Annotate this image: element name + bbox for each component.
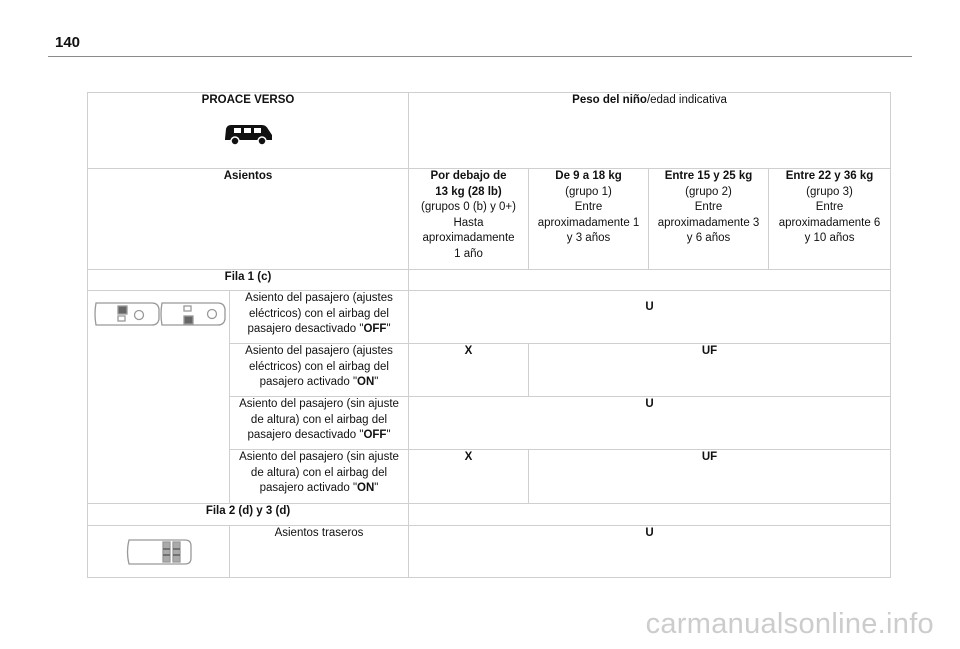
description-line: de altura) con el airbag del <box>250 466 388 479</box>
weight-line: 13 kg (28 lb) <box>435 185 502 198</box>
airbag-status: OFF <box>363 323 387 335</box>
seat-description <box>230 397 409 450</box>
table-header-row <box>88 93 891 169</box>
group-0-weight <box>413 169 524 200</box>
description-line <box>234 481 404 497</box>
description-text: pasajero desactivado " <box>247 323 364 335</box>
group-line: aproximadamente 6 <box>778 216 881 229</box>
suitability-value: UF <box>529 450 891 504</box>
group-0-cell <box>409 169 529 270</box>
empty-cell <box>409 270 891 291</box>
description-line: Asiento del pasajero (ajustes <box>245 345 393 357</box>
description-line: Asiento del pasajero (ajustes <box>245 292 393 304</box>
group-1-weight: De 9 a 18 kg <box>555 170 622 182</box>
quote-mark: " <box>386 323 391 335</box>
description-line: Asiento del pasajero (sin ajuste <box>239 451 399 463</box>
seats-header-row <box>88 169 891 270</box>
group-line: aproximadamente 3 <box>657 216 760 229</box>
header-rule <box>48 56 912 57</box>
group-line: (grupo 3) <box>806 185 853 198</box>
group-line: Entre <box>694 201 723 213</box>
description-line <box>234 322 404 338</box>
description-line: Asiento del pasajero (sin ajuste <box>239 398 399 410</box>
weight-heading: Peso del niño <box>572 94 647 106</box>
group-line: 1 año <box>454 247 483 260</box>
group-2-cell <box>649 169 769 270</box>
airbag-status: OFF <box>363 429 387 441</box>
description-line <box>234 375 404 391</box>
child-seat-table <box>87 92 891 578</box>
page-number: 140 <box>55 34 81 51</box>
rear-seat-diagram-icon <box>125 536 193 568</box>
group-line: (grupo 2) <box>685 185 732 198</box>
group-line: Entre <box>815 201 844 213</box>
suitability-value: U <box>409 526 891 578</box>
row-2-title-row <box>88 504 891 526</box>
group-line: Entre <box>574 201 603 213</box>
quote-mark: " <box>374 482 379 494</box>
description-line: de altura) con el airbag del <box>250 413 388 426</box>
front-seat-diagram-icon <box>92 297 228 331</box>
airbag-status: ON <box>357 376 375 388</box>
seat-description <box>230 450 409 504</box>
vehicle-cell <box>88 93 409 169</box>
row-1-title-row <box>88 270 891 291</box>
group-line: aproximadamente <box>422 232 515 244</box>
weight-line: Por debajo de <box>430 170 507 182</box>
group-line: (grupos 0 (b) y 0+) <box>421 201 516 213</box>
description-line <box>234 428 404 444</box>
watermark: carmanualsonline.info <box>645 608 934 640</box>
age-heading: /edad indicativa <box>646 94 727 106</box>
description-line: eléctricos) con el airbag del <box>249 360 389 373</box>
group-3-weight: Entre 22 y 36 kg <box>785 170 874 182</box>
suitability-value: U <box>409 397 891 450</box>
van-icon <box>222 121 274 147</box>
description-text: pasajero activado " <box>259 376 358 388</box>
row-1-title: Fila 1 (c) <box>88 270 409 291</box>
group-line: y 3 años <box>566 232 611 244</box>
table-row <box>88 291 891 344</box>
description-line: eléctricos) con el airbag del <box>249 307 389 320</box>
description-text: pasajero activado " <box>259 482 358 494</box>
group-line: y 6 años <box>686 232 731 244</box>
suitability-value: X <box>409 450 529 504</box>
group-1-cell <box>529 169 649 270</box>
table-row <box>88 526 891 578</box>
vehicle-name: PROACE VERSO <box>201 94 295 106</box>
group-line: (grupo 1) <box>565 185 612 198</box>
quote-mark: " <box>386 429 391 441</box>
suitability-value: UF <box>529 344 891 397</box>
weight-age-cell <box>409 93 891 169</box>
quote-mark: " <box>374 376 379 388</box>
seats-label: Asientos <box>88 169 409 270</box>
description-text: pasajero desactivado " <box>247 429 364 441</box>
suitability-value: X <box>409 344 529 397</box>
seat-description <box>230 291 409 344</box>
group-line: Hasta <box>453 216 484 229</box>
row-2-title: Fila 2 (d) y 3 (d) <box>88 504 409 526</box>
group-3-cell <box>769 169 891 270</box>
seat-description: Asientos traseros <box>230 526 409 578</box>
rear-seat-diagram-cell <box>88 526 230 578</box>
group-line: aproximadamente 1 <box>537 216 640 229</box>
empty-cell <box>409 504 891 526</box>
group-line: y 10 años <box>804 232 855 244</box>
suitability-value: U <box>409 291 891 344</box>
front-seat-diagram-cell <box>88 291 230 504</box>
airbag-status: ON <box>357 482 375 494</box>
group-2-weight: Entre 15 y 25 kg <box>664 170 753 182</box>
seat-description <box>230 344 409 397</box>
